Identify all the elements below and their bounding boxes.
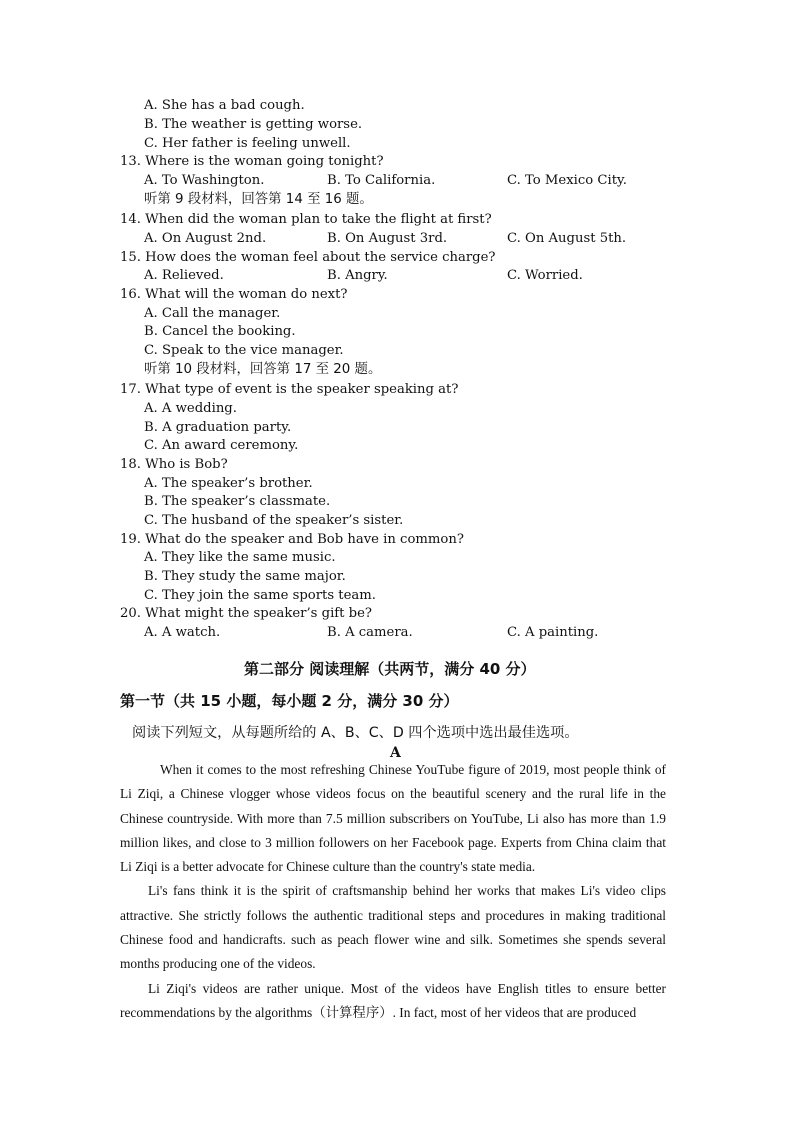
q19-option-a: A. They like the same music. [144,550,336,565]
q17-option-c: C. An award ceremony. [144,438,299,453]
q18-option-b: B. The speaker’s classmate. [144,494,331,509]
passage-paragraph: Li Ziqi's videos are rather unique. Most of the videos have English titles to ensure better recommendations by the algorithms（计算程序）. In fact, most of her videos that are produced [120,980,666,1020]
q16-option-c: C. Speak to the vice manager. [144,343,344,358]
q15-option-b: B. Angry. [327,268,388,283]
section-title: 第一节（共 15 小题，每小题 2 分，满分 30 分） [120,692,459,710]
instruction-material-10: 听第 10 段材料，回答第 17 至 20 题。 [144,362,382,377]
q18-option-c: C. The husband of the speaker’s sister. [144,513,404,528]
q12-option-a: A. She has a bad cough. [144,98,305,113]
q16-stem: 16. What will the woman do next? [120,287,348,302]
q19-option-c: C. They join the same sports team. [144,588,376,603]
passage-label: A [390,745,401,761]
q15-option-a: A. Relieved. [144,268,224,283]
q20-option-b: B. A camera. [327,625,413,640]
q14-option-a: A. On August 2nd. [144,231,267,246]
q20-stem: 20. What might the speaker’s gift be? [120,606,372,621]
q14-stem: 14. When did the woman plan to take the flight at first? [120,212,492,227]
q16-option-b: B. Cancel the booking. [144,324,296,339]
passage-paragraph: When it comes to the most refreshing Chinese YouTube figure of 2019, most people think of Li Ziqi, a Chinese vlogger whose videos focus on the beautiful scenery and the rural life in the Chinese countryside. With more than 7.5 million subscribers on YouTube, Li also has more than 1.9 million likes, and close to 3 million followers on her Facebook page. Experts from China claim that Li Ziqi is a better advocate for Chinese culture than the country's state media. [120,762,666,875]
q16-option-a: A. Call the manager. [144,306,281,321]
q13-option-b: B. To California. [327,173,436,188]
reading-instruction: 阅读下列短文，从每题所给的 A、B、C、D 四个选项中选出最佳选项。 [132,725,579,741]
q14-option-c: C. On August 5th. [507,231,627,246]
part-title: 第二部分 阅读理解（共两节，满分 40 分） [244,660,536,678]
q15-option-c: C. Worried. [507,268,583,283]
instruction-material-9: 听第 9 段材料，回答第 14 至 16 题。 [144,192,373,207]
q13-stem: 13. Where is the woman going tonight? [120,154,384,169]
q13-option-a: A. To Washington. [144,173,265,188]
q14-option-b: B. On August 3rd. [327,231,448,246]
q12-option-b: B. The weather is getting worse. [144,117,363,132]
q18-stem: 18. Who is Bob? [120,457,228,472]
q18-option-a: A. The speaker’s brother. [144,476,313,491]
q17-option-a: A. A wedding. [144,401,237,416]
q19-stem: 19. What do the speaker and Bob have in common? [120,532,464,547]
q20-option-a: A. A watch. [144,625,221,640]
q13-option-c: C. To Mexico City. [507,173,627,188]
q20-option-c: C. A painting. [507,625,599,640]
q19-option-b: B. They study the same major. [144,569,346,584]
q17-option-b: B. A graduation party. [144,420,292,435]
q15-stem: 15. How does the woman feel about the service charge? [120,250,496,265]
q12-option-c: C. Her father is feeling unwell. [144,136,351,151]
q17-stem: 17. What type of event is the speaker speaking at? [120,382,459,397]
passage-paragraph: Li's fans think it is the spirit of craftsmanship behind her works that makes Li's video clips attractive. She strictly follows the authentic traditional steps and procedures in making traditional Chinese food and handicrafts. such as peach flower wine and silk. Sometimes she spends several months producing one of the videos. [120,883,666,972]
passage-a [120,758,666,1025]
